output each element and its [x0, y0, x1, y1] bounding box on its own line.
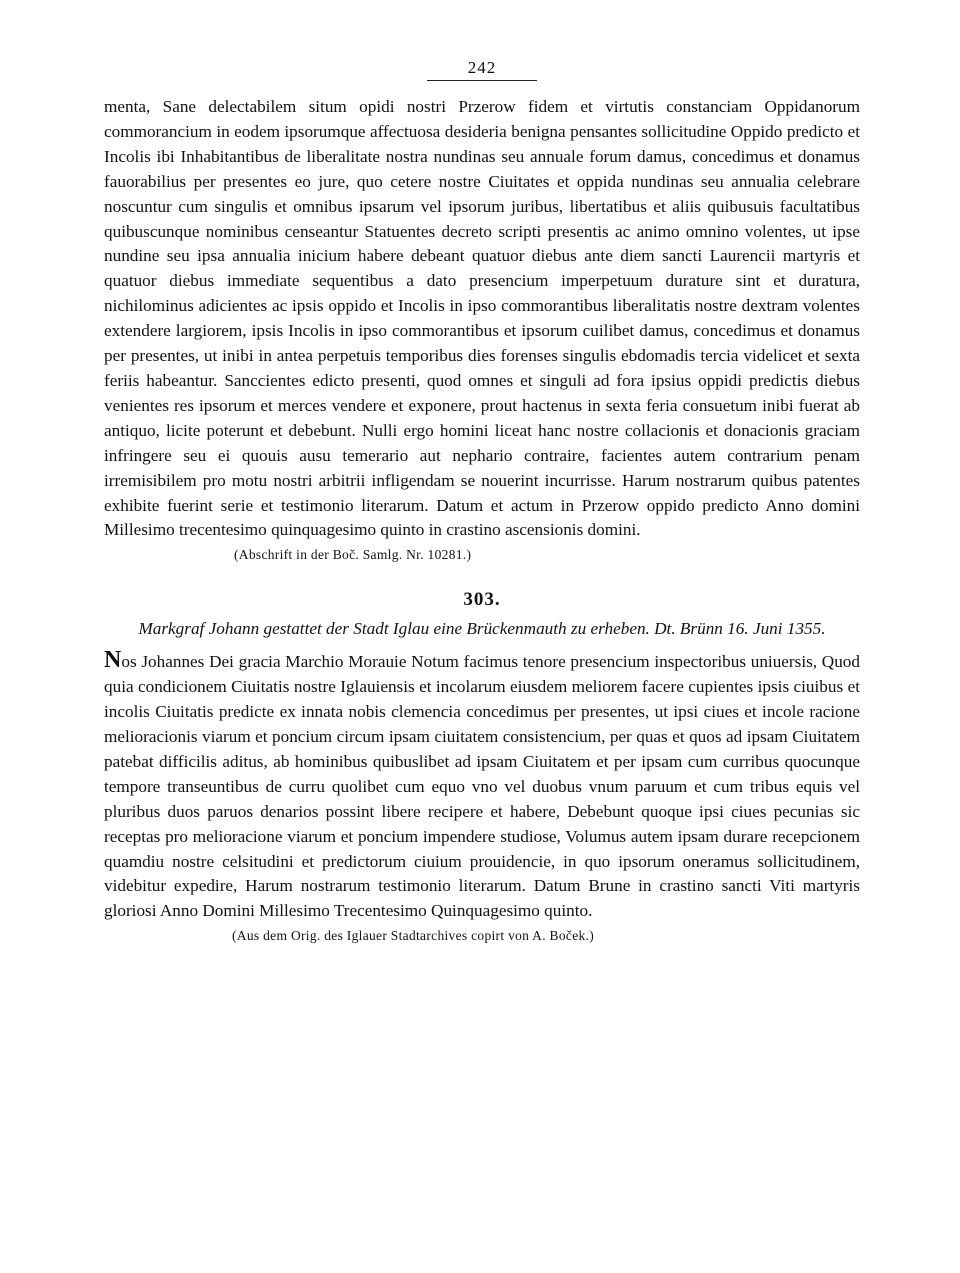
charter-text: os Johannes Dei gracia Marchio Morauie Notum facimus tenore presencium inspectoribus uniuersis, Quod quia condicionem Ciuitatis nostre Iglauiensis et incolarum eiusdem meliorem facere cupientes ipsis ciuibus et incolis Ciuitatis predicte ex innata nobis clemencia concedimus per presentes, ut ipsi ciues et incole racione melioracionis viarum et poncium circum ipsam ciuitatem consistencium, per quas et quos ad ipsam Ciuitatem patebat difficilis aditus, ab hominibus quibuslibet ad ipsam Ciuitatem et per ipsam cum curribus quocunque tempore transeuntibus de curru quolibet cum equo vno vel duobus vnum paruum et cum tribus equis vel pluribus duos paruos denarios possint libere recipere et habere, Debebunt quoque ipsi ciues pecunias sic receptas pro melioracione viarum et poncium impendere studiose, Volumus autem ipsam durare recepcionem quamdiu nostre celsitudini et predictorum ciuium prouidencie, in quo ipsorum oneramus sollicitudinem, videbitur expedire, Harum nostrarum testimonio literarum. Datum Brune in crastino sancti Viti martyris gloriosi Anno Domini Millesimo Trecentesimo Quinquagesimo quinto. [104, 652, 860, 921]
charter-paragraph [104, 648, 860, 924]
page-number: 242 [427, 58, 537, 81]
document-number: 303. [463, 589, 501, 611]
source-note-2: (Aus dem Orig. des Iglauer Stadtarchives copirt von A. Boček.) [232, 928, 595, 944]
source-note-1: (Abschrift in der Boč. Samlg. Nr. 10281.) [234, 547, 472, 563]
continuation-paragraph: menta, Sane delectabilem situm opidi nostri Przerow fidem et virtutis constanciam Oppidanorum commorancium in eodem ipsorumque affectuosa desideria benigna pensantes sollicitudine Oppido predicto et Incolis ibi Inhabitantibus de liberalitate nostra nundinas seu annuale forum damus, concedimus et donamus fauorabilius per presentes eo jure, quo cetere nostre Ciuitates et oppida nundinas seu annualia celebrare noscuntur cum singulis et omnibus ipsarum vel ipsorum juribus, libertatibus et aliis quibusuis facultatibus quibuscunque nominibus censeantur Statuentes decreto scripti presentis ac animo omnino volentes, ut ipse nundine seu ipsa annualia inicium habere debeant quatuor diebus ante diem sancti Laurencii martyris et quatuor diebus immediate sequentibus a dato presencium imperpetuum durature sint et duratura, nichilominus adicientes ac ipsis oppido et Incolis in ipso commorantibus liberalitatis nostre dextram volentes extendere largiorem, ipsis Incolis in ipso commorantibus et ipsorum cuilibet damus, concedimus et donamus per presentes, ut inibi in antea perpetuis temporibus dies forenses singulis ebdomadis tercia videlicet et sexta feriis habeantur. Sanccientes edicto presenti, quod omnes et singuli ad fora ipsius oppidi predictis diebus venientes res ipsorum et merces vendere et exponere, prout hactenus in sexta feria consuetum inibi fuerat ab antiquo, licite poterunt et debebunt. Nulli ergo homini liceat hanc nostre collacionis et donacionis graciam infringere seu ei quouis ausu temerario aut nephario contraire, facientes autem contrarium penam irremisibilem pro motu nostri arbitrii infligendam se nouerint incurrisse. Harum nostrarum quibus patentes exhibite fuerint serie et testimonio literarum. Datum et actum in Przerow oppido predicto Anno domini Millesimo trecentesimo quinquagesimo quinto in crastino ascensionis domini. [104, 97, 860, 540]
document-heading: Markgraf Johann gestattet der Stadt Iglau eine Brückenmauth zu erheben. Dt. Brünn 16. Juni 1355. [138, 619, 826, 639]
initial-letter: N [104, 647, 122, 674]
document-page [104, 58, 860, 946]
